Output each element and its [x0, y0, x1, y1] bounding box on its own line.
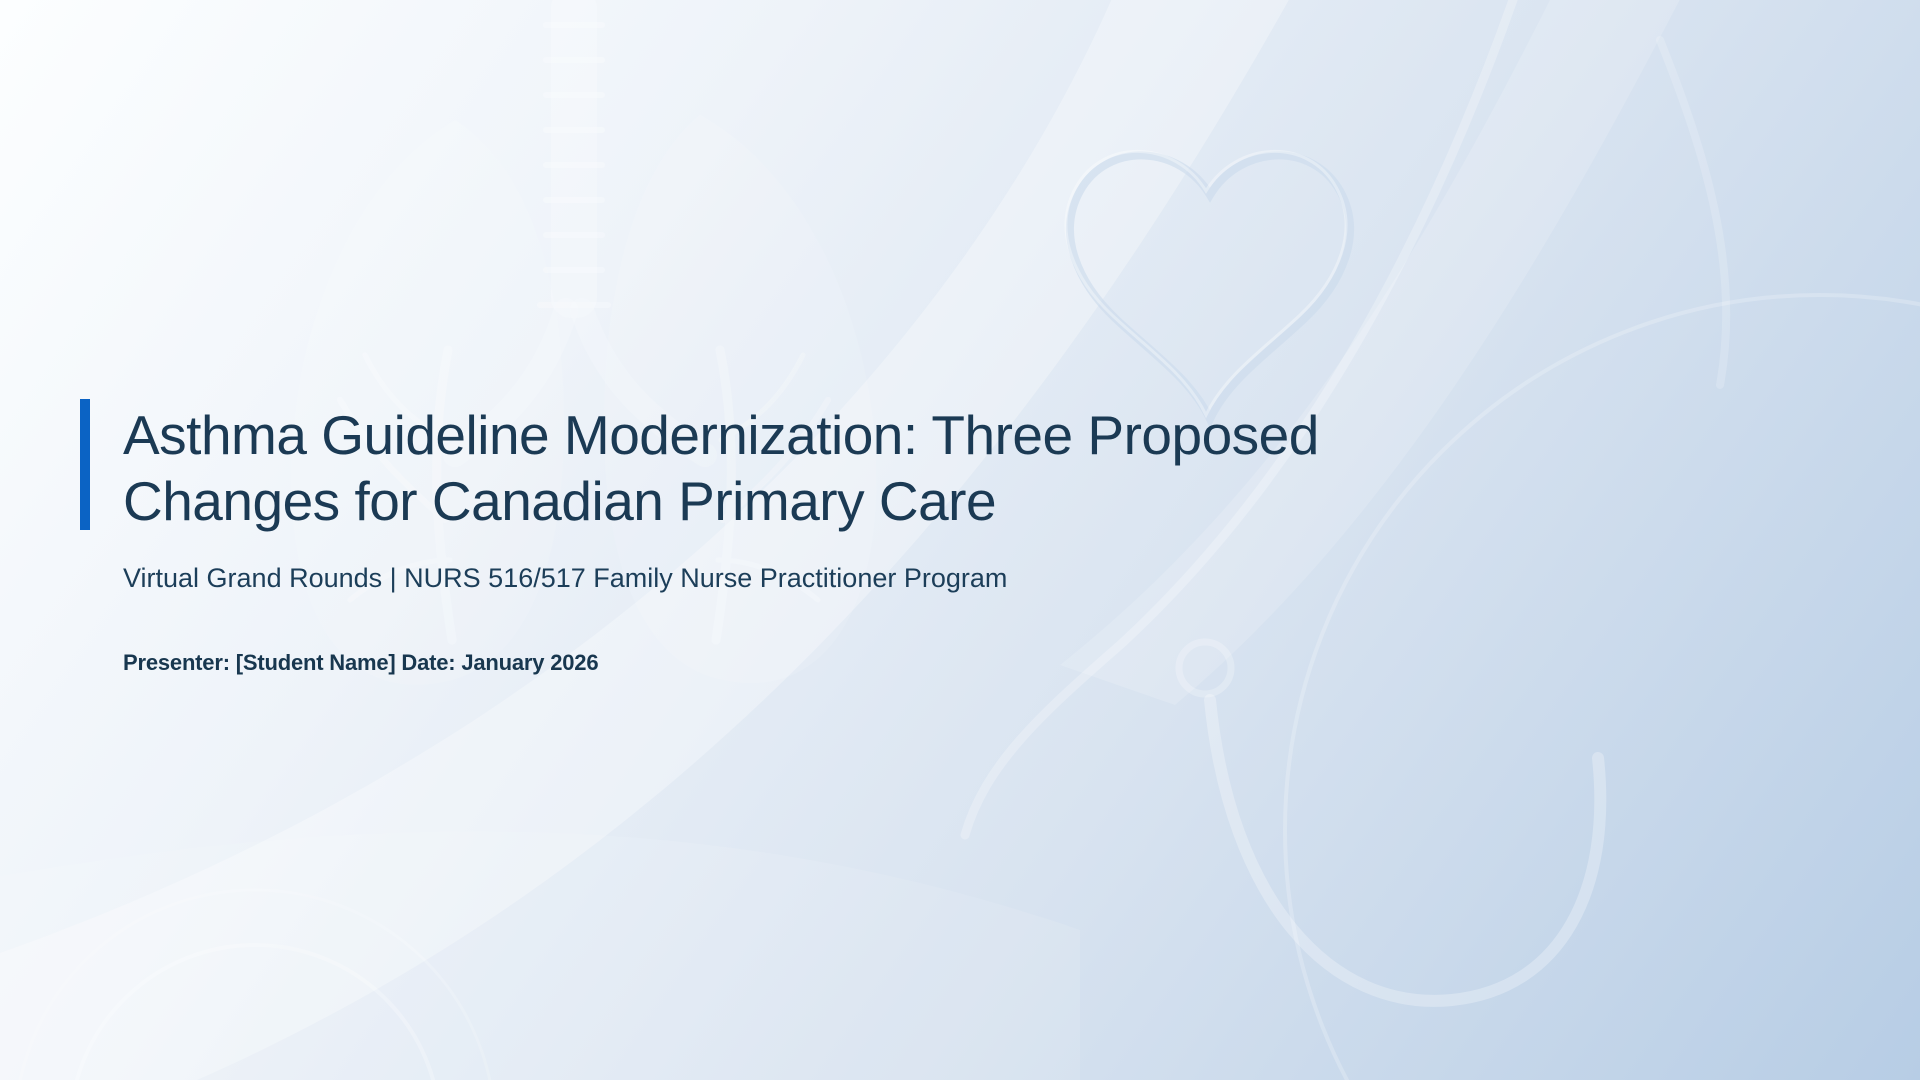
title-line-1: Asthma Guideline Modernization: Three Proposed: [123, 404, 1319, 466]
page-title: [123, 402, 1583, 534]
subtitle: Virtual Grand Rounds | NURS 516/517 Family Nurse Practitioner Program: [123, 563, 1008, 593]
title-line-2: Changes for Canadian Primary Care: [123, 470, 997, 532]
title-accent-bar: [80, 399, 90, 530]
presenter-date-line: Presenter: [Student Name] Date: January 2026: [123, 650, 599, 675]
